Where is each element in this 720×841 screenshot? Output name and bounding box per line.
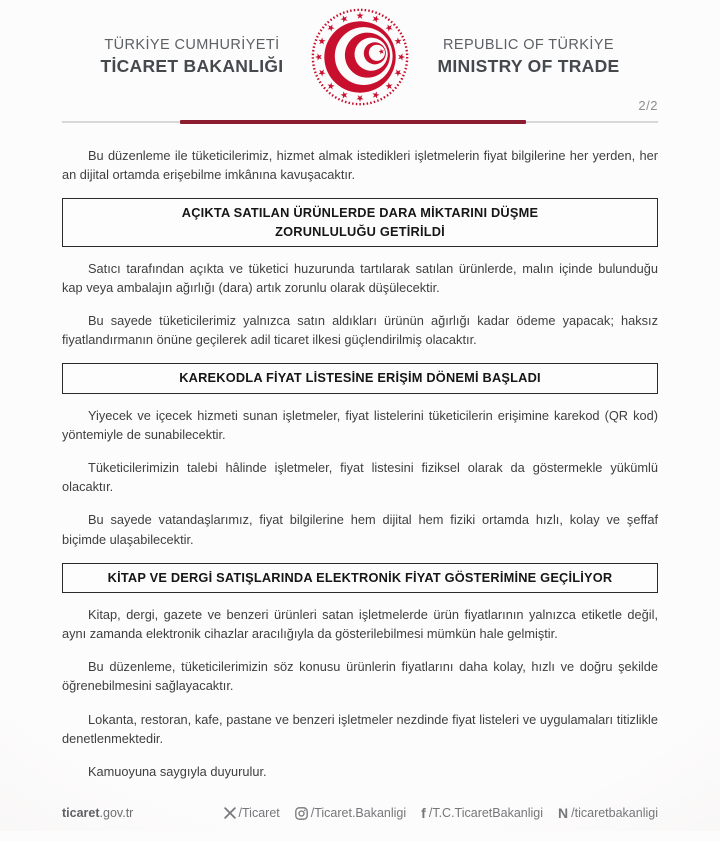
instagram-icon (295, 807, 308, 820)
footer (0, 795, 720, 841)
divider-rule (62, 121, 658, 123)
website-rest-part: .gov.tr (99, 806, 134, 821)
document-body (0, 108, 720, 795)
social-links (224, 806, 658, 820)
paragraph: Kitap, dergi, gazete ve benzeri ürünleri satan işletmelerde ürün fiyatlarının yalnızca etiketle değil, aynı zamanda elektronik cihazlar aracılığıyla da gösterilebilmesi mümkün hale gelmiştir. (62, 606, 658, 642)
social-handle: /Ticaret (238, 806, 280, 821)
org-title-tr-line1: TÜRKİYE CUMHURİYETİ (104, 37, 280, 54)
social-handle: /Ticaret.Bakanligi (310, 806, 407, 821)
paragraph: Bu düzenleme ile tüketicilerimiz, hizmet almak istedikleri işletmelerin fiyat bilgilerine her yerden, her an dijital ortamda erişebilme imkânına kavuşacaktır. (62, 148, 658, 183)
section-heading-karekod (62, 363, 658, 393)
social-link-facebook[interactable] (421, 806, 543, 820)
org-title-en-line1: REPUBLIC OF TÜRKİYE (443, 37, 614, 54)
paragraph: Kamuoyuna saygıyla duyurulur. (88, 764, 267, 779)
website-link[interactable] (62, 806, 133, 820)
social-link-x[interactable] (224, 806, 280, 820)
paragraph: Yiyecek ve içecek hizmeti sunan işletmeler, fiyat listelerini tüketicilerin erişimine karekod (QR kod) yöntemiyle de sunabilecektir. (62, 407, 658, 442)
paragraph: Bu sayede tüketicilerimiz yalnızca satın aldıkları ürünün ağırlığı kadar ödeme yapacak; haksız fiyatlandırmanın önüne geçilerek adil ticaret ilkesi güçlendirilmiş olacaktır. (62, 313, 658, 348)
paragraph: Bu sayede vatandaşlarımız, fiyat bilgilerine hem dijital hem fiziki ortamda hızlı, kolay ve şeffaf biçimde ulaşabilecektir. (62, 512, 658, 547)
section-heading-kitap-dergi (62, 563, 658, 593)
social-handle: /T.C.TicaretBakanligi (428, 806, 544, 821)
page-number: 2/2 (638, 98, 658, 113)
heading-line: AÇIKTA SATILAN ÜRÜNLERDE DARA MİKTARINI DÜŞME (181, 205, 539, 221)
ministry-of-trade-emblem-icon (309, 6, 411, 108)
facebook-icon: f (421, 805, 426, 822)
paragraph: Lokanta, restoran, kafe, pastane ve benzeri işletmeler nezdinde fiyat listeleri ve uygulamaları titizlikle denetlenmektedir. (62, 711, 658, 746)
divider-red-segment (180, 120, 526, 124)
heading-line: KİTAP VE DERGİ SATIŞLARINDA ELEKTRONİK FİYAT GÖSTERİMİNE GEÇİLİYOR (107, 569, 613, 585)
org-title-tr-line2: TİCARET BAKANLIĞI (100, 56, 284, 77)
heading-line: ZORUNLULUĞU GETİRİLDİ (275, 223, 445, 239)
social-link-nsosyal[interactable] (558, 806, 658, 820)
section-heading-dara (62, 198, 658, 246)
paragraph: Satıcı tarafından açıkta ve tüketici huzurunda tartılarak satılan ürünlerde, malın içinde bulunduğu kap veya ambalajın ağırlığı (dara) artık zorunlu olarak düşülecektir. (62, 260, 658, 295)
paragraph: Bu düzenleme, tüketicilerimizin söz konusu ürünlerin fiyatlarını daha kolay, hızlı ve doğru şekilde öğrenebilmesini sağlayacaktır. (62, 659, 658, 694)
header (0, 0, 720, 108)
paragraph: Tüketicilerimizin talebi hâlinde işletmeler, fiyat listesini fiziksel olarak da göstermekle yükümlü olacaktır. (62, 459, 658, 495)
nsosyal-icon: N (558, 805, 569, 822)
org-title-turkish (100, 36, 283, 78)
social-link-instagram[interactable] (295, 806, 406, 820)
social-handle: /ticaretbakanligi (571, 806, 658, 821)
x-icon (224, 807, 236, 819)
org-title-english (437, 36, 619, 78)
heading-line: KAREKODLA FİYAT LİSTESİNE ERİŞİM DÖNEMİ BAŞLADI (179, 370, 541, 386)
website-bold-part: ticaret (62, 806, 100, 821)
org-title-en-line2: MINISTRY OF TRADE (437, 56, 620, 77)
